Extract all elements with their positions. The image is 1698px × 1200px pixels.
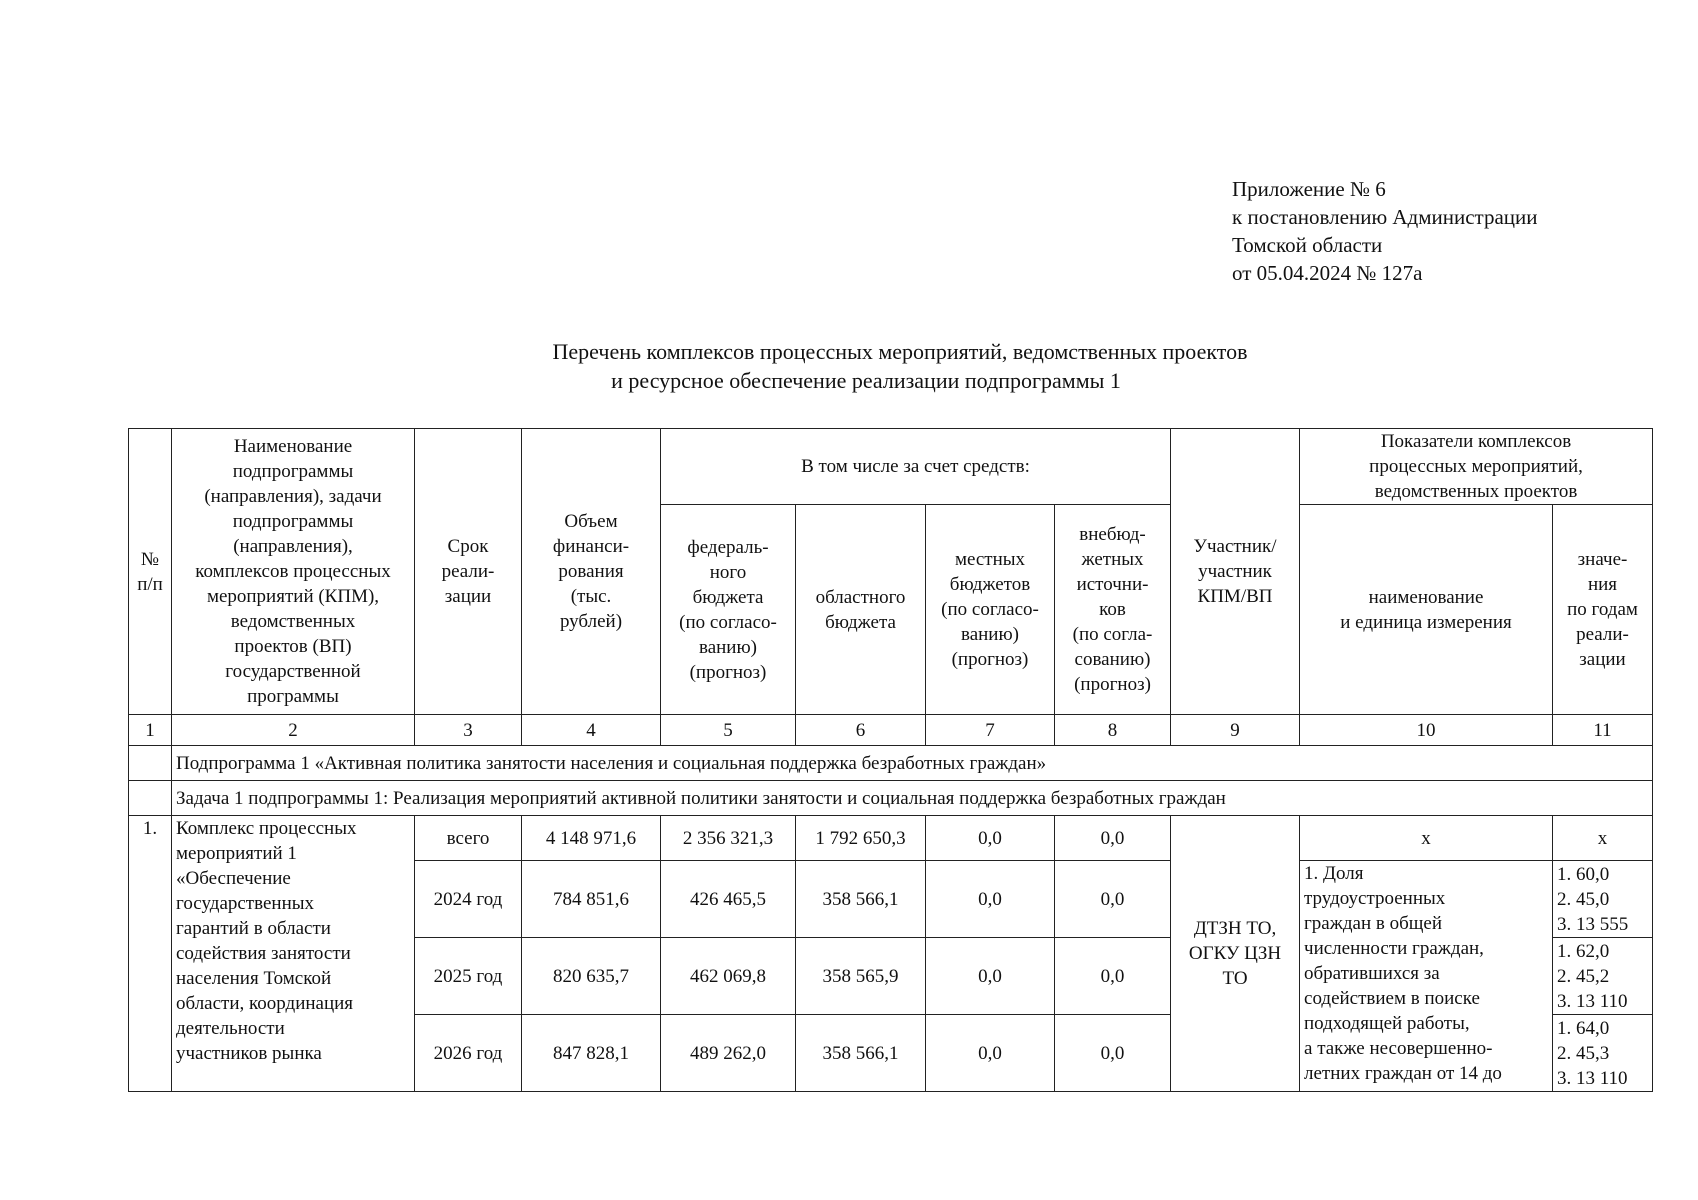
text-line: источни-	[1076, 574, 1149, 595]
text-line: Наименование	[233, 436, 353, 457]
text-line: ведомственных	[230, 611, 356, 632]
subprogram-row: Подпрограмма 1 «Активная политика занятости населения и социальная поддержка безработных граждан»	[172, 746, 1653, 781]
col-number: 8	[1055, 715, 1171, 746]
text-line: 1. 62,0	[1557, 940, 1610, 962]
header-indicator-values	[1553, 505, 1653, 715]
appendix-line: Томской области	[1232, 233, 1383, 257]
indicator-values-cell	[1553, 861, 1653, 938]
total-cell: 847 828,1	[522, 1015, 661, 1092]
column-numbers-row	[129, 715, 1653, 746]
text-line: населения Томской	[176, 968, 332, 989]
period-cell: всего	[415, 816, 522, 861]
participant-cell	[1171, 816, 1300, 1092]
text-line: участник	[1198, 561, 1272, 582]
text-line: местных	[954, 549, 1026, 570]
total-cell: 4 148 971,6	[522, 816, 661, 861]
indicator-values-cell	[1553, 938, 1653, 1015]
period-cell: 2025 год	[415, 938, 522, 1015]
text-line: содействия занятости	[176, 943, 351, 964]
indicator-values-cell: х	[1553, 816, 1653, 861]
title-line-1: Перечень комплексов процессных мероприятий, ведомственных проектов	[552, 339, 1248, 364]
text-line: ведомственных проектов	[1374, 481, 1578, 502]
text-line: ного	[709, 561, 747, 583]
header-total	[522, 429, 661, 715]
text-line: Участник/	[1193, 536, 1277, 557]
text-line: Комплекс процессных	[176, 818, 357, 839]
table-row	[129, 816, 1653, 861]
text-line: реали-	[441, 561, 495, 582]
regional-cell: 1 792 650,3	[796, 816, 926, 861]
header-name	[172, 429, 415, 715]
regional-cell: 358 566,1	[796, 861, 926, 938]
offbudget-cell: 0,0	[1055, 1015, 1171, 1092]
text-line: трудоустроенных	[1304, 888, 1446, 909]
col-number: 4	[522, 715, 661, 746]
col-number: 7	[926, 715, 1055, 746]
text-line: (прогноз)	[1074, 674, 1151, 695]
col-number: 10	[1300, 715, 1553, 746]
text-line: бюджетов	[949, 574, 1031, 595]
local-cell: 0,0	[926, 938, 1055, 1015]
empty-cell	[129, 781, 172, 816]
text-line: ванию)	[960, 624, 1019, 645]
header-period	[415, 429, 522, 715]
text-line: 2. 45,2	[1557, 965, 1610, 987]
text-line: ния	[1587, 574, 1618, 595]
text-line: (направления),	[233, 536, 353, 557]
appendix-line: к постановлению Администрации	[1232, 205, 1538, 229]
offbudget-cell: 0,0	[1055, 816, 1171, 861]
text-line: реали-	[1576, 624, 1629, 645]
text-line: 2. 45,3	[1557, 1042, 1610, 1064]
appendix-line: от 05.04.2024 № 127а	[1232, 261, 1423, 285]
indicator-name-cell	[1300, 861, 1553, 1092]
text-line: 3. 13 555	[1557, 913, 1629, 935]
task-row: Задача 1 подпрограммы 1: Реализация мероприятий активной политики занятости и социальная поддержка безработных граждан	[172, 781, 1653, 816]
text-line: «Обеспечение	[176, 868, 291, 889]
text-line: подпрограммы	[232, 461, 354, 482]
text-line: (по согласо-	[679, 611, 777, 633]
text-line: процессных мероприятий,	[1369, 456, 1583, 477]
text-line: (тыс.	[570, 586, 612, 607]
text-line: и единица измерения	[1340, 611, 1512, 633]
text-line: подходящей работы,	[1304, 1013, 1470, 1034]
complex-name	[172, 816, 415, 1092]
text-line: комплексов процессных	[195, 561, 391, 582]
text-line: областного	[815, 586, 906, 608]
text-line: области, координация	[176, 993, 354, 1014]
text-line: численности граждан,	[1304, 938, 1484, 959]
empty-cell	[129, 746, 172, 781]
col-number: 5	[661, 715, 796, 746]
text-line: ДТЗН ТО,	[1193, 918, 1277, 939]
text-line: финанси-	[552, 536, 630, 557]
text-line: жетных	[1081, 549, 1144, 570]
period-cell: 2026 год	[415, 1015, 522, 1092]
text-line: мероприятий 1	[176, 843, 297, 864]
offbudget-cell: 0,0	[1055, 861, 1171, 938]
period-cell: 2024 год	[415, 861, 522, 938]
text-line: летних граждан от 14 до	[1304, 1063, 1502, 1084]
text-line: 2. 45,0	[1557, 888, 1610, 910]
col-number: 9	[1171, 715, 1300, 746]
total-cell: 820 635,7	[522, 938, 661, 1015]
local-cell: 0,0	[926, 861, 1055, 938]
title-line-2: и ресурсное обеспечение реализации подпрограммы 1	[611, 368, 1121, 393]
text-line: 1. Доля	[1304, 863, 1364, 884]
text-line: рублей)	[559, 611, 623, 632]
text-line: граждан в общей	[1304, 913, 1443, 934]
col-number: 1	[129, 715, 172, 746]
text-line: п/п	[137, 573, 163, 595]
text-line: 3. 13 110	[1557, 990, 1628, 1012]
text-line: внебюд-	[1079, 524, 1146, 545]
text-line: сованию)	[1074, 649, 1151, 670]
col-number: 3	[415, 715, 522, 746]
text-line: значе-	[1577, 549, 1628, 570]
indicator-values-cell	[1553, 1015, 1653, 1092]
document-title	[300, 337, 1500, 395]
text-line: зации	[1579, 649, 1626, 670]
text-line: (прогноз)	[689, 661, 767, 683]
text-line: по годам	[1567, 599, 1638, 620]
text-line: ОГКУ ЦЗН	[1188, 943, 1282, 964]
text-line: (прогноз)	[951, 649, 1029, 670]
federal-cell: 2 356 321,3	[661, 816, 796, 861]
header-num	[129, 429, 172, 715]
text-line: рования	[558, 561, 624, 582]
total-cell: 784 851,6	[522, 861, 661, 938]
text-line: проектов (ВП)	[234, 636, 352, 657]
regional-cell: 358 566,1	[796, 1015, 926, 1092]
header-regional	[796, 505, 926, 715]
text-line: 3. 13 110	[1557, 1067, 1628, 1089]
text-line: государственной	[225, 661, 361, 682]
text-line: гарантий в области	[176, 918, 331, 939]
indicator-name-cell: х	[1300, 816, 1553, 861]
header-local	[926, 505, 1055, 715]
federal-cell: 426 465,5	[661, 861, 796, 938]
text-line: государственных	[176, 893, 315, 914]
text-line: зации	[444, 586, 492, 607]
header-participant	[1171, 429, 1300, 715]
text-line: Срок	[447, 536, 489, 557]
text-line: бюджета	[692, 586, 764, 608]
text-line: ТО	[1222, 968, 1248, 989]
text-line: обратившихся за	[1304, 963, 1440, 984]
text-line: ков	[1099, 599, 1126, 620]
text-line: мероприятий (КПМ),	[206, 586, 380, 607]
text-line: наименование	[1368, 586, 1484, 608]
text-line: (по согла-	[1072, 624, 1153, 645]
text-line: деятельности	[176, 1018, 285, 1039]
header-offbudget	[1055, 505, 1171, 715]
regional-cell: 358 565,9	[796, 938, 926, 1015]
text-line: 1. 60,0	[1557, 863, 1610, 885]
text-line: содействием в поиске	[1304, 988, 1480, 1009]
text-line: (по согласо-	[941, 599, 1039, 620]
federal-cell: 489 262,0	[661, 1015, 796, 1092]
header-indicator-name	[1300, 505, 1553, 715]
text-line: подпрограммы	[232, 511, 354, 532]
header-federal	[661, 505, 796, 715]
text-line: КПМ/ВП	[1197, 586, 1273, 607]
complex-number: 1.	[129, 816, 172, 1092]
text-line: №	[140, 548, 160, 570]
header-indicators-group	[1300, 429, 1653, 505]
text-line: Объем	[564, 511, 618, 532]
local-cell: 0,0	[926, 816, 1055, 861]
appendix-block	[1232, 175, 1538, 287]
text-line: Показатели комплексов	[1380, 431, 1572, 452]
appendix-line: Приложение № 6	[1232, 177, 1386, 201]
col-number: 11	[1553, 715, 1653, 746]
federal-cell: 462 069,8	[661, 938, 796, 1015]
text-line: участников рынка	[176, 1043, 322, 1064]
offbudget-cell: 0,0	[1055, 938, 1171, 1015]
header-funds-group: В том числе за счет средств:	[661, 429, 1171, 505]
local-cell: 0,0	[926, 1015, 1055, 1092]
text-line: программы	[247, 686, 339, 707]
text-line: бюджета	[825, 611, 896, 633]
text-line: (направления), задачи	[204, 486, 382, 507]
text-line: а также несовершенно-	[1304, 1038, 1493, 1059]
text-line: федераль-	[687, 536, 769, 558]
text-line: ванию)	[698, 636, 757, 658]
programs-table	[128, 428, 1653, 1092]
col-number: 2	[172, 715, 415, 746]
text-line: 1. 64,0	[1557, 1017, 1610, 1039]
col-number: 6	[796, 715, 926, 746]
